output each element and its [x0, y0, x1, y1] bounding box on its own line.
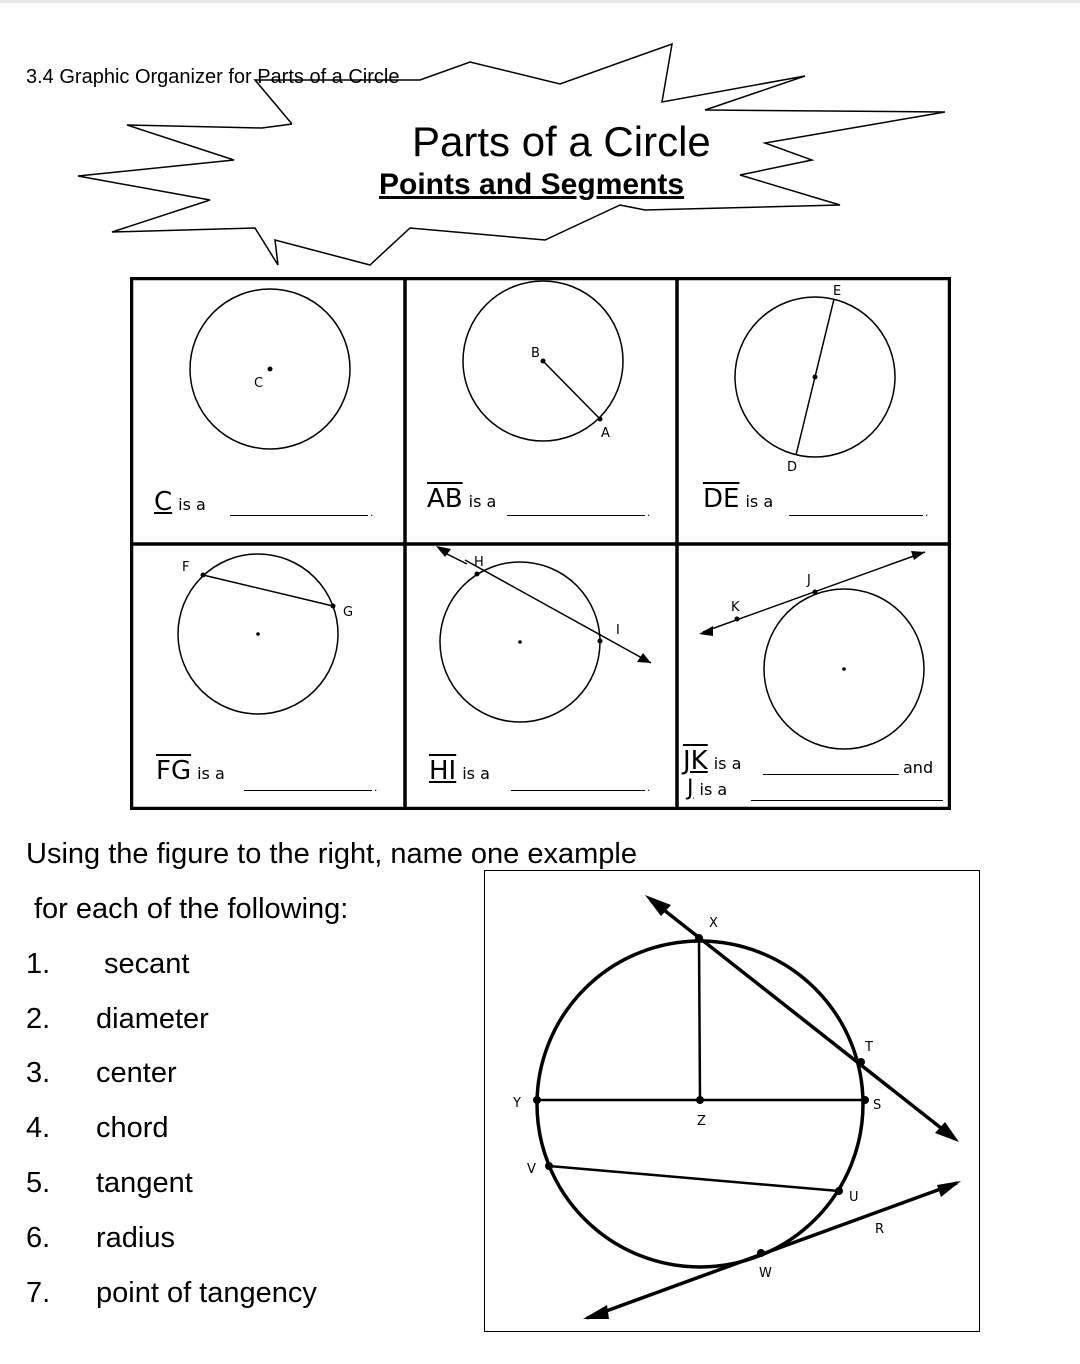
- label-a: A: [601, 426, 610, 441]
- cell-tangent-name: JK: [683, 746, 708, 776]
- cell-diameter-is: is a: [745, 492, 774, 511]
- answer-blank-radius[interactable]: [507, 515, 645, 516]
- cell-secant: H I HI is a .: [407, 546, 680, 812]
- fig-label-z: Z: [697, 1114, 706, 1129]
- banner-subtitle: Points and Segments: [379, 168, 685, 201]
- question-number: 7.: [26, 1277, 51, 1309]
- question-text: radius: [96, 1222, 175, 1254]
- label-b: B: [531, 346, 540, 361]
- parts-grid: [130, 277, 951, 810]
- label-i: I: [616, 623, 620, 638]
- cell-radius: B A $\overline{AB}$ is a .: [407, 279, 680, 545]
- fig-label-x: X: [709, 916, 718, 931]
- circle-figure: [485, 871, 981, 1333]
- cell-radius-is: is a: [468, 492, 497, 511]
- cell-secant-is: is a: [462, 764, 490, 783]
- label-e: E: [833, 284, 842, 299]
- answer-blank-chord[interactable]: [244, 790, 372, 791]
- answer-blank-point-of-tangency[interactable]: [751, 800, 943, 801]
- question-text: secant: [104, 948, 190, 980]
- cell-radius-name: $\overline{AB}$: [427, 484, 463, 514]
- fig-label-y: Y: [513, 1096, 521, 1111]
- banner-title: Parts of a Circle: [412, 118, 711, 165]
- fig-label-u: U: [849, 1190, 859, 1205]
- label-c: C: [254, 376, 264, 391]
- document-header: 3.4 Graphic Organizer for Parts of a Circle: [26, 66, 400, 88]
- question-number: 1.: [26, 948, 51, 980]
- question-text: center: [96, 1057, 177, 1089]
- cell-center-name: C: [154, 487, 173, 517]
- instructions-line-1: Using the figure to the right, name one example: [26, 838, 637, 870]
- question-number: 4.: [26, 1112, 51, 1144]
- cell-chord-name: $\overline{FG}$: [156, 756, 192, 786]
- label-k: K: [731, 600, 740, 615]
- question-number: 3.: [26, 1057, 51, 1089]
- label-d: D: [787, 460, 798, 475]
- question-number: 2.: [26, 1003, 51, 1035]
- label-g: G: [343, 605, 354, 620]
- cell-diameter-name: $\overline{DE}$: [703, 484, 740, 514]
- answer-blank-diameter[interactable]: [789, 515, 923, 516]
- instructions-line-2: for each of the following:: [34, 893, 349, 925]
- question-text: point of tangency: [96, 1277, 317, 1309]
- cell-tangent-point-name: J: [687, 776, 694, 801]
- label-f: F: [182, 560, 190, 575]
- answer-blank-center[interactable]: [230, 515, 368, 516]
- question-text: tangent: [96, 1167, 193, 1199]
- fig-label-r: R: [875, 1222, 885, 1237]
- cell-chord-is: is a: [197, 764, 225, 783]
- answer-blank-tangent[interactable]: [763, 774, 899, 775]
- fig-label-s: S: [873, 1098, 882, 1113]
- answer-blank-secant[interactable]: [511, 790, 645, 791]
- label-j: J: [807, 573, 811, 588]
- cell-center-is: is a: [178, 495, 206, 514]
- fig-label-v: V: [527, 1162, 536, 1177]
- cell-diameter: E D $\overline{DE}$ is a .: [679, 279, 952, 545]
- question-text: chord: [96, 1112, 169, 1144]
- cell-chord: F G $\overline{FG}$ is a .: [132, 546, 405, 812]
- question-text: diameter: [96, 1003, 209, 1035]
- cell-tangent-is: is a: [713, 754, 742, 773]
- label-h: H: [474, 555, 484, 570]
- question-number: 5.: [26, 1167, 51, 1199]
- cell-tangent: [679, 546, 952, 812]
- fig-label-w: W: [759, 1266, 772, 1281]
- cell-secant-name: HI: [429, 756, 457, 786]
- question-number: 6.: [26, 1222, 51, 1254]
- cell-tangent-and: and: [903, 758, 934, 777]
- cell-tangent-point-is: is a: [699, 780, 728, 799]
- cell-center: C Cis a .: [132, 279, 405, 545]
- circle-figure-box: [484, 870, 980, 1332]
- fig-label-t: T: [865, 1040, 873, 1055]
